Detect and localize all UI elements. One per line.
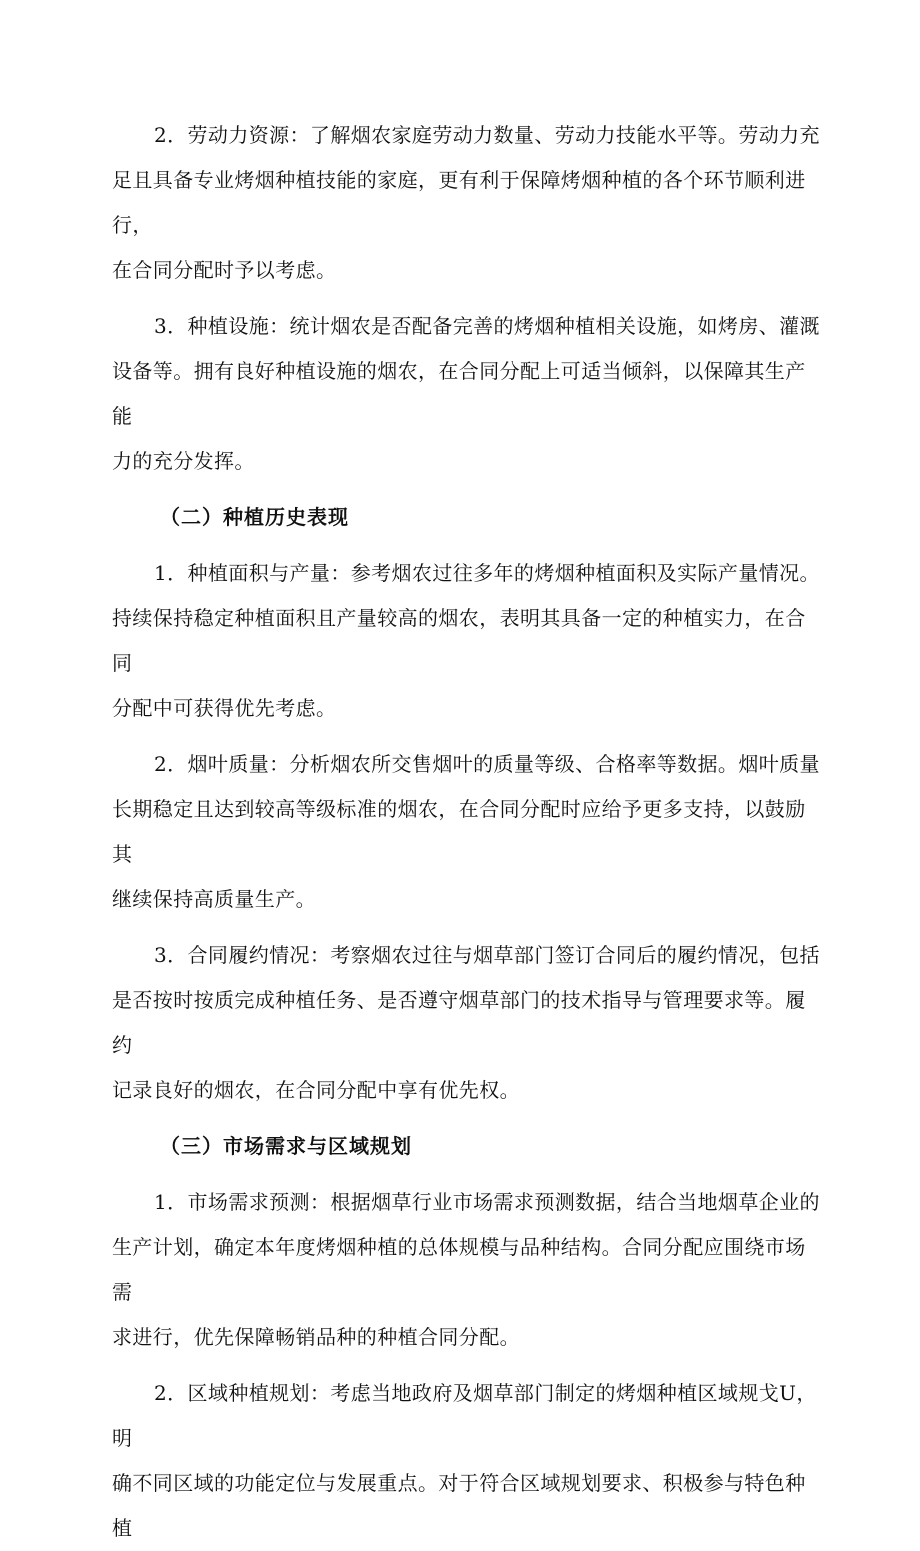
text-line: 长期稳定且达到较高等级标准的烟农，在合同分配时应给予更多支持，以鼓励其 — [112, 797, 806, 866]
text-line: 2．烟叶质量：分析烟农所交售烟叶的质量等级、合格率等数据。烟叶质量 — [154, 752, 820, 776]
paragraph-market-forecast — [112, 1180, 824, 1360]
text-line: 2．劳动力资源：了解烟农家庭劳动力数量、劳动力技能水平等。劳动力充 — [154, 123, 820, 147]
text-line: 求进行，优先保障畅销品种的种植合同分配。 — [112, 1325, 520, 1349]
document-body — [112, 113, 824, 1551]
text-line: 1．市场需求预测：根据烟草行业市场需求预测数据，结合当地烟草企业的 — [154, 1190, 820, 1214]
text-line: 足且具备专业烤烟种植技能的家庭，更有利于保障烤烟种植的各个环节顺利进行， — [112, 168, 806, 237]
text-line: 2．区域种植规划：考虑当地政府及烟草部门制定的烤烟种植区域规戈U，明 — [112, 1381, 817, 1450]
paragraph-regional-planning — [112, 1371, 824, 1551]
text-line: 3．种植设施：统计烟农是否配备完善的烤烟种植相关设施，如烤房、灌溉 — [154, 314, 820, 338]
text-line: 在合同分配时予以考虑。 — [112, 258, 337, 282]
text-line: 继续保持高质量生产。 — [112, 887, 316, 911]
section-heading-market-and-region: （三）市场需求与区域规划 — [160, 1134, 412, 1158]
paragraph-planting-facilities — [112, 304, 824, 484]
text-line: 设备等。拥有良好种植设施的烟农，在合同分配上可适当倾斜，以保障其生产能 — [112, 359, 806, 428]
text-line: 确不同区域的功能定位与发展重点。对于符合区域规划要求、积极参与特色种植 — [112, 1471, 806, 1540]
text-line: 记录良好的烟农，在合同分配中享有优先权。 — [112, 1078, 520, 1102]
text-line: 是否按时按质完成种植任务、是否遵守烟草部门的技术指导与管理要求等。履约 — [112, 988, 806, 1057]
text-line: 持续保持稳定种植面积且产量较高的烟农，表明其具备一定的种植实力，在合同 — [112, 606, 806, 675]
paragraph-leaf-quality — [112, 742, 824, 922]
text-line: 生产计划，确定本年度烤烟种植的总体规模与品种结构。合同分配应围绕市场需 — [112, 1235, 806, 1304]
section-heading-planting-history: （二）种植历史表现 — [160, 505, 349, 529]
paragraph-labor-resources — [112, 113, 824, 293]
text-line: 1．种植面积与产量：参考烟农过往多年的烤烟种植面积及实际产量情况。 — [154, 561, 820, 585]
text-line: 力的充分发挥。 — [112, 449, 255, 473]
paragraph-area-and-yield — [112, 551, 824, 731]
text-line: 分配中可获得优先考虑。 — [112, 696, 337, 720]
text-line: 3．合同履约情况：考察烟农过往与烟草部门签订合同后的履约情况，包括 — [154, 943, 820, 967]
paragraph-contract-performance — [112, 933, 824, 1113]
